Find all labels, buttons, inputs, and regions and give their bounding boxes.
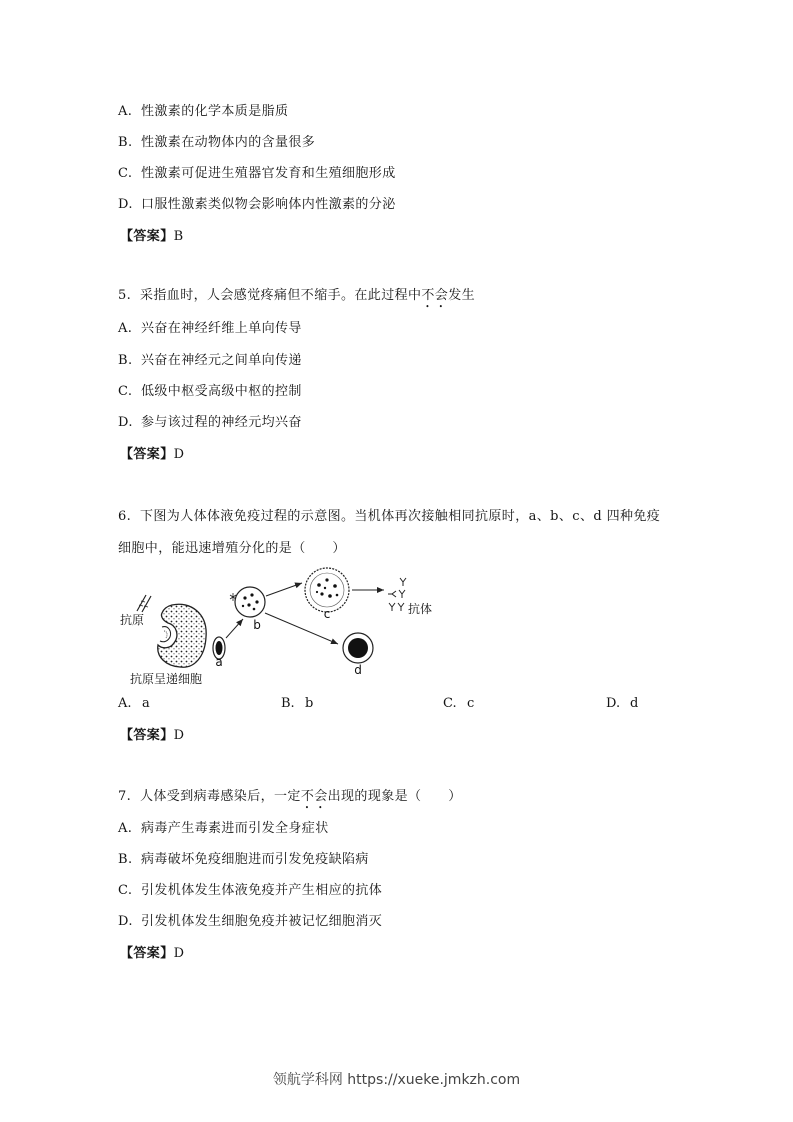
antigen-label: 抗原 xyxy=(120,613,145,627)
answer-label: 【答案】 xyxy=(120,946,174,961)
q6-option-a xyxy=(118,696,150,712)
arrow-b-to-c xyxy=(266,583,302,596)
question-number: 6. xyxy=(118,509,132,524)
option-label: D. xyxy=(118,415,133,430)
option-label: B. xyxy=(118,135,133,150)
answer-label: 【答案】 xyxy=(120,229,174,244)
option-text: 性激素可促进生殖器官发育和生殖细胞形成 xyxy=(141,166,396,181)
q6-option-d xyxy=(606,696,638,712)
q7-stem xyxy=(118,789,462,812)
q5-option-d xyxy=(118,415,302,431)
option-text: a xyxy=(142,696,150,711)
stem-text-end: 发生 xyxy=(448,288,476,303)
option-text: 性激素在动物体内的含量很多 xyxy=(141,135,316,150)
answer-label: 【答案】 xyxy=(120,728,174,743)
q4-answer xyxy=(120,229,184,245)
antibody-mark xyxy=(400,578,406,586)
option-text: c xyxy=(467,696,475,711)
q5-option-b xyxy=(118,353,302,369)
stem-text: 人体受到病毒感染后，一定 xyxy=(140,789,301,804)
option-label: A. xyxy=(118,321,133,336)
page-footer: 领航学科网 https://xueke.jmkzh.com xyxy=(272,1072,521,1088)
cell-c-label: c xyxy=(323,607,331,621)
apc-label: 抗原呈递细胞 xyxy=(130,672,203,686)
q4-option-b xyxy=(118,135,315,151)
option-label: D. xyxy=(118,197,133,212)
q4-option-d xyxy=(118,197,396,213)
option-text: 兴奋在神经元之间单向传递 xyxy=(141,353,302,368)
option-label: B. xyxy=(118,353,133,368)
q5-stem xyxy=(118,288,475,311)
q6-option-c xyxy=(443,696,474,712)
q6-answer xyxy=(120,728,184,744)
q7-option-c xyxy=(118,883,382,899)
option-label: D. xyxy=(118,914,133,929)
antibody-mark xyxy=(389,603,395,611)
answer-label: 【答案】 xyxy=(120,447,174,462)
q7-option-a xyxy=(118,821,329,837)
option-text: 低级中枢受高级中枢的控制 xyxy=(141,384,302,399)
antibody-icon xyxy=(388,578,406,611)
option-label: A. xyxy=(118,821,133,836)
option-text: 参与该过程的神经元均兴奋 xyxy=(141,415,302,430)
antibody-mark xyxy=(399,590,405,598)
option-label: D. xyxy=(606,696,621,711)
option-label: B. xyxy=(281,696,295,711)
cell-d-label: d xyxy=(354,663,362,677)
stem-text-end: 出现的现象是（ ） xyxy=(327,789,462,804)
q4-option-a xyxy=(118,104,288,120)
answer-value: B xyxy=(173,229,184,244)
cell-c-icon xyxy=(305,568,349,612)
answer-value: D xyxy=(173,447,185,462)
stem-text: 采指血时，人会感觉疼痛但不缩手。在此过程中 xyxy=(140,288,422,303)
answer-value: D xyxy=(173,728,185,743)
q7-option-d xyxy=(118,914,382,930)
option-text: 口服性激素类似物会影响体内性激素的分泌 xyxy=(141,197,396,212)
q5-option-a xyxy=(118,321,302,337)
antibody-mark xyxy=(388,591,396,597)
q6-option-b xyxy=(281,696,313,712)
option-text: b xyxy=(305,696,314,711)
stem-text: 下图为人体体液免疫过程的示意图。当机体再次接触相同抗原时，a、b、c、d 四种免疫 xyxy=(140,509,661,524)
arrow-a-to-b xyxy=(226,619,243,638)
q5-answer xyxy=(120,447,184,463)
option-text: 引发机体发生细胞免疫并被记忆细胞消灭 xyxy=(141,914,383,929)
q7-answer xyxy=(120,946,184,962)
option-label: C. xyxy=(118,166,133,181)
cell-d-icon xyxy=(343,633,373,663)
option-label: A. xyxy=(118,104,133,119)
option-label: C. xyxy=(443,696,457,711)
humoral-immunity-diagram xyxy=(110,565,450,690)
q5-option-c xyxy=(118,384,302,400)
q6-stem-line2 xyxy=(118,541,346,557)
cell-b-icon xyxy=(230,587,265,617)
cell-a-label: a xyxy=(215,655,223,669)
antibody-label: 抗体 xyxy=(408,602,433,616)
q7-option-b xyxy=(118,852,369,868)
q4-option-c xyxy=(118,166,396,182)
antibody-mark xyxy=(398,603,404,611)
question-number: 7. xyxy=(118,789,132,804)
stem-emphasis: 不会 xyxy=(300,789,328,804)
stem-text: 细胞中，能迅速增殖分化的是（ ） xyxy=(118,541,346,556)
q6-stem-line1 xyxy=(118,509,660,525)
option-text: 引发机体发生体液免疫并产生相应的抗体 xyxy=(141,883,383,898)
stem-emphasis: 不会 xyxy=(421,288,449,303)
cell-b-label: b xyxy=(253,618,261,632)
option-label: A. xyxy=(118,696,132,711)
antigen-icon xyxy=(137,595,151,612)
option-label: C. xyxy=(118,384,133,399)
option-text: 性激素的化学本质是脂质 xyxy=(141,104,289,119)
question-number: 5. xyxy=(118,288,132,303)
option-text: 病毒破坏免疫细胞进而引发免疫缺陷病 xyxy=(141,852,369,867)
answer-value: D xyxy=(173,946,185,961)
antigen-presenting-cell-icon xyxy=(158,604,206,667)
option-label: B. xyxy=(118,852,133,867)
option-text: d xyxy=(630,696,639,711)
option-text: 兴奋在神经纤维上单向传导 xyxy=(141,321,302,336)
option-text: 病毒产生毒素进而引发全身症状 xyxy=(141,821,329,836)
option-label: C. xyxy=(118,883,133,898)
